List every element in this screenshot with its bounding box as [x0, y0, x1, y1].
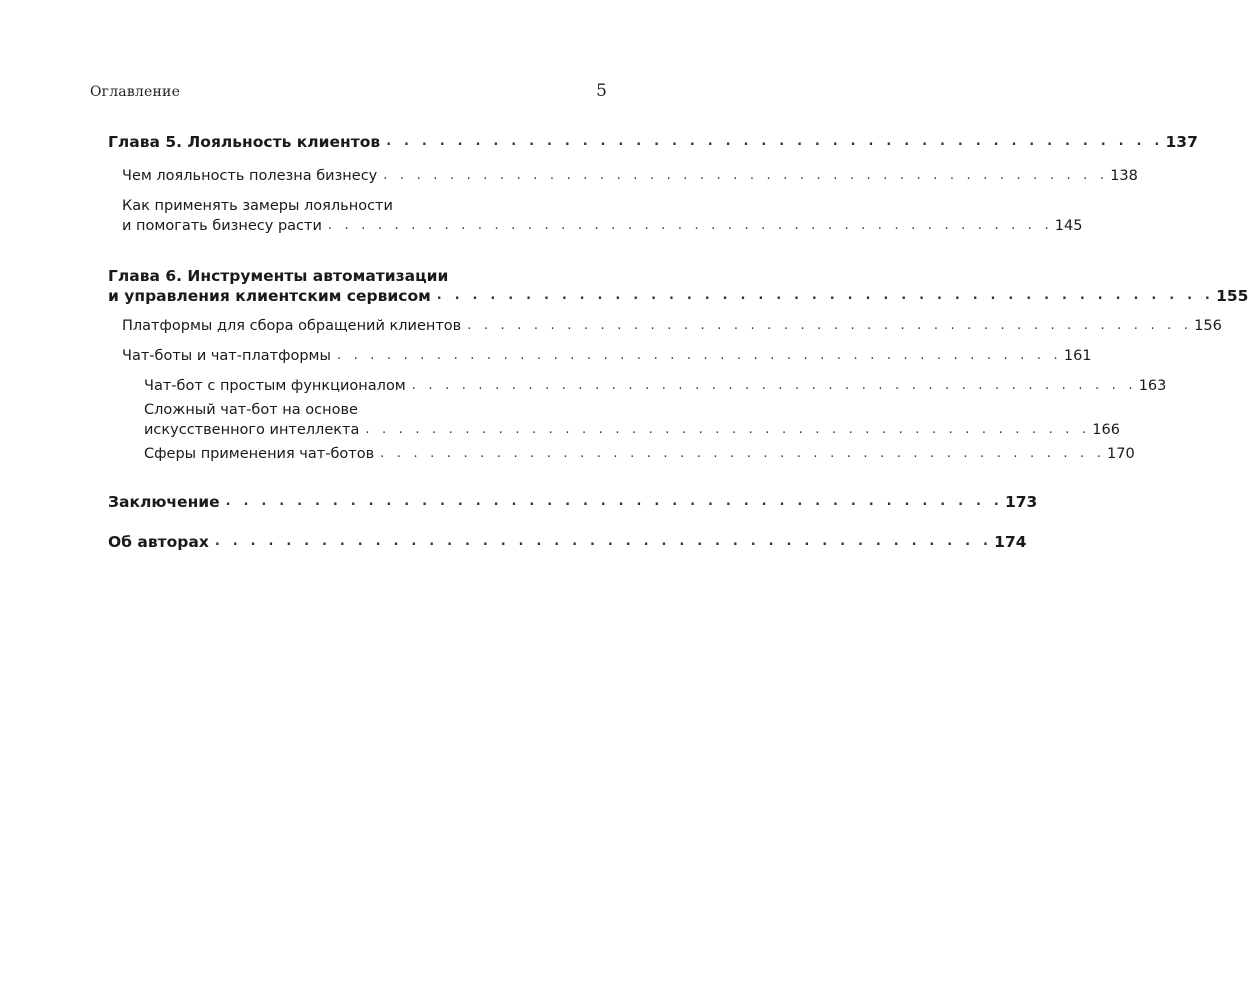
toc-entry-conclusion[interactable] — [108, 492, 1038, 512]
toc-entry-about-authors[interactable] — [108, 532, 1027, 552]
toc-entry-title-line-2: и управления клиентским сервисом — [108, 286, 437, 306]
toc-entry-loyalty-measurement[interactable] — [122, 196, 1083, 236]
toc-entry-chapter-6[interactable] — [108, 266, 1248, 306]
toc-entry-loyalty-benefit[interactable] — [122, 166, 1138, 186]
toc-entry-title: Глава 5. Лояльность клиентов — [108, 132, 386, 152]
page-number: 5 — [596, 81, 607, 101]
toc-entry-page: 155 — [1216, 287, 1248, 305]
toc-entry-chatbots[interactable] — [122, 346, 1092, 366]
dot-leader: . . . . . . . . . . . . . . . . . . . . . . . . . . . . . . . . . . . . . . . . . . . . — [380, 446, 1106, 461]
dot-leader: . . . . . . . . . . . . . . . . . . . . . . . . . . . . . . . . . . . . . . . . . . . . — [411, 378, 1137, 393]
toc-entry-title: Чат-боты и чат-платформы — [122, 346, 337, 366]
table-of-contents — [108, 132, 1248, 552]
toc-entry-chapter-5[interactable] — [108, 132, 1198, 152]
toc-entry-title: Платформы для сбора обращений клиентов — [122, 316, 467, 336]
toc-entry-title-line-2: искусственного интеллекта — [144, 420, 365, 440]
toc-entry-simple-chatbot[interactable] — [144, 376, 1167, 396]
toc-entry-title: Чат-бот с простым функционалом — [144, 376, 412, 396]
toc-entry-page: 138 — [1110, 168, 1138, 184]
toc-entry-title-line-2: и помогать бизнесу расти — [122, 216, 328, 236]
running-head: Оглавление — [90, 84, 181, 100]
toc-entry-page: 163 — [1138, 378, 1167, 394]
toc-entry-page: 173 — [1004, 493, 1038, 511]
toc-entry-title-line-1: Глава 6. Инструменты автоматизации — [108, 267, 449, 285]
toc-entry-page: 166 — [1092, 422, 1120, 438]
toc-entry-page: 174 — [994, 533, 1027, 551]
dot-leader: . . . . . . . . . . . . . . . . . . . . . . . . . . . . . . . . . . . . . . . . . . . . — [436, 288, 1215, 303]
toc-entry-page: 170 — [1107, 446, 1135, 462]
dot-leader: . . . . . . . . . . . . . . . . . . . . . . . . . . . . . . . . . . . . . . . . . . . . — [336, 348, 1062, 363]
toc-entry-title: Сферы применения чат-ботов — [144, 444, 380, 464]
dot-leader: . . . . . . . . . . . . . . . . . . . . . . . . . . . . . . . . . . . . . . . . . . . . — [383, 168, 1109, 183]
toc-entry-title: Чем лояльность полезна бизнесу — [122, 166, 383, 186]
dot-leader: . . . . . . . . . . . . . . . . . . . . . . . . . . . . . . . . . . . . . . . . . . . . — [365, 422, 1091, 437]
toc-entry-title-line-1: Как применять замеры лояльности — [122, 198, 393, 214]
toc-entry-page: 156 — [1194, 318, 1222, 334]
toc-entry-title-line-1: Сложный чат-бот на основе — [144, 402, 358, 418]
toc-entry-title: Заключение — [108, 492, 226, 512]
dot-leader: . . . . . . . . . . . . . . . . . . . . . . . . . . . . . . . . . . . . . . . . . . . . — [214, 534, 993, 549]
toc-entry-chatbot-uses[interactable] — [144, 444, 1135, 464]
dot-leader: . . . . . . . . . . . . . . . . . . . . . . . . . . . . . . . . . . . . . . . . . . . . — [386, 134, 1164, 149]
dot-leader: . . . . . . . . . . . . . . . . . . . . . . . . . . . . . . . . . . . . . . . . . . . . — [225, 494, 1003, 509]
toc-entry-page: 137 — [1165, 133, 1198, 151]
toc-entry-page: 161 — [1063, 348, 1092, 364]
toc-entry-platforms[interactable] — [122, 316, 1222, 336]
toc-entry-ai-chatbot[interactable] — [144, 400, 1120, 440]
dot-leader: . . . . . . . . . . . . . . . . . . . . . . . . . . . . . . . . . . . . . . . . . . . . — [327, 218, 1053, 233]
dot-leader: . . . . . . . . . . . . . . . . . . . . . . . . . . . . . . . . . . . . . . . . . . . . — [467, 318, 1193, 333]
toc-entry-title: Об авторах — [108, 532, 215, 552]
toc-entry-page: 145 — [1054, 218, 1083, 234]
